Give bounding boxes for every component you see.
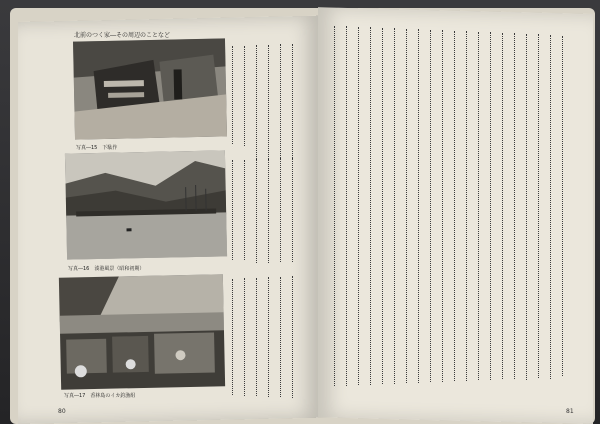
photo-caption: 写真―17 香林島のイカ釣漁組 <box>64 393 136 399</box>
photo-squid-fishing <box>59 274 225 389</box>
photo-caption: 写真―16 湊港風景（昭和初期） <box>68 266 145 272</box>
page-number: 81 <box>566 408 574 415</box>
photo-caption: 写真―15 下駄作 <box>76 145 118 151</box>
photo-harbor <box>65 150 227 259</box>
running-head: 北前のつく家―その周辺のことなど <box>74 32 171 39</box>
photo-workshop <box>73 38 227 139</box>
page-number: 80 <box>58 408 66 415</box>
